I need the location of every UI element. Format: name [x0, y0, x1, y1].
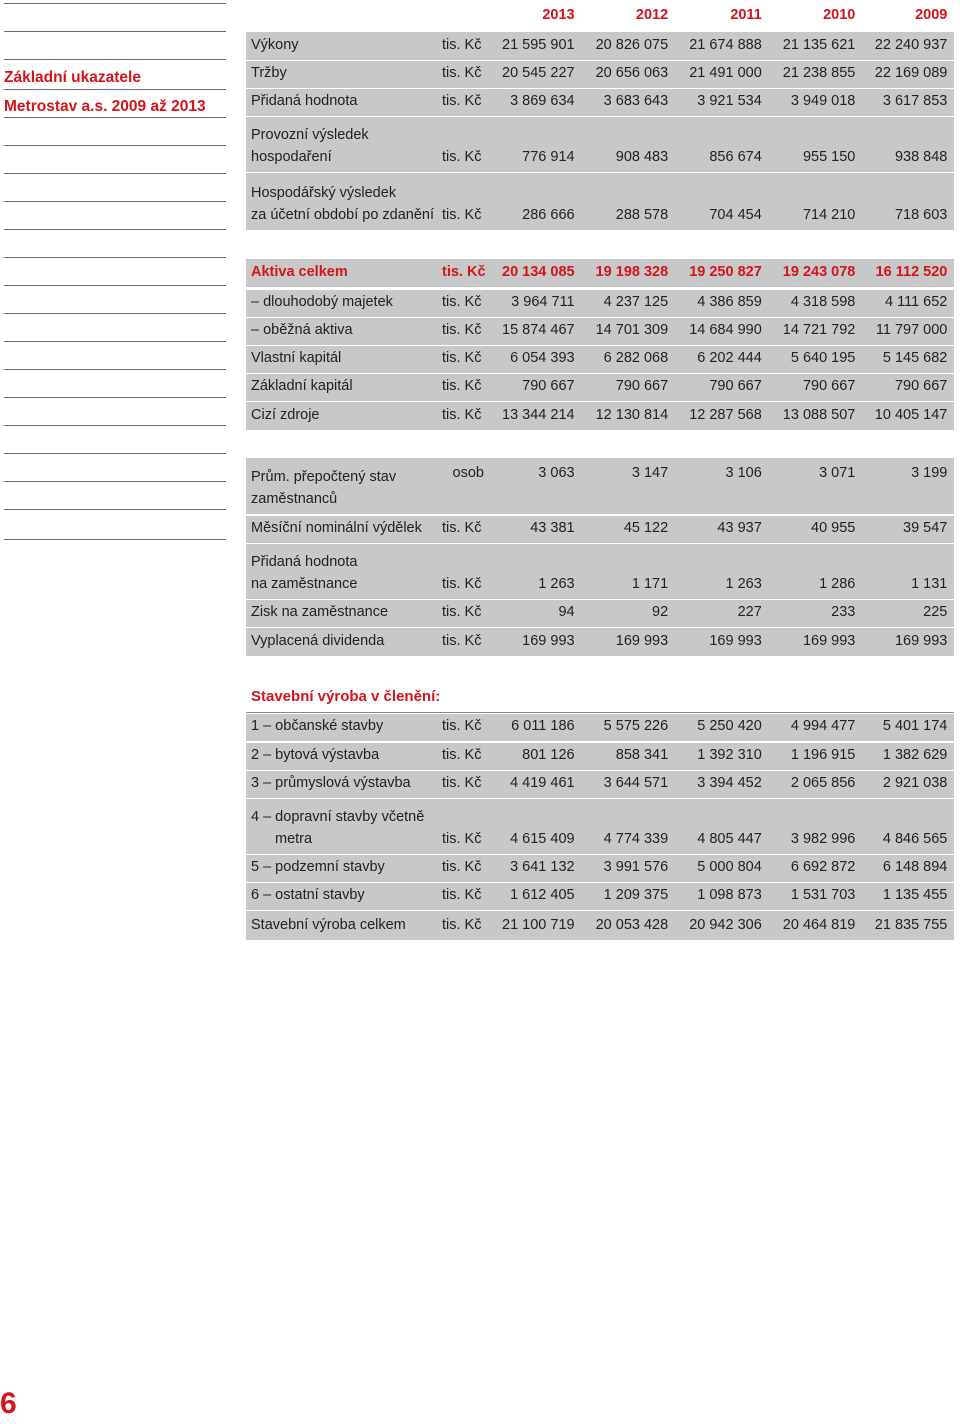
table-row: Základní kapitál tis. Kč 790 667 790 667 790 667 790 667 790 667	[246, 373, 954, 401]
rule-line	[4, 31, 226, 32]
table-row: Výkony tis. Kč 21 595 901 20 826 075 21 674 888 21 135 621 22 240 937	[246, 32, 954, 60]
rule-line	[4, 145, 226, 146]
table-row: Provozní výsledek hospodaření tis. Kč 776 914 908 483 856 674 955 150 938 848	[246, 116, 954, 172]
page-number: 6	[0, 1387, 17, 1420]
rule-line	[4, 539, 226, 540]
rule-line	[4, 369, 226, 370]
year-header-row	[246, 0, 954, 30]
rule-line	[4, 397, 226, 398]
table-row: Zisk na zaměstnance tis. Kč 94 92 227 233 225	[246, 599, 954, 627]
year-col: 2012	[635, 7, 669, 23]
table-row: – dlouhodobý majetek tis. Kč 3 964 711 4 237 125 4 386 859 4 318 598 4 111 652	[246, 289, 954, 317]
rule-line	[4, 3, 226, 4]
rule-line	[4, 59, 226, 60]
table-row: Přidaná hodnota tis. Kč 3 869 634 3 683 643 3 921 534 3 949 018 3 617 853	[246, 88, 954, 116]
table-row: Měsíční nominální výdělek tis. Kč 43 381 45 122 43 937 40 955 39 547	[246, 515, 954, 543]
table-row: Stavební výroba celkem tis. Kč 21 100 719 20 053 428 20 942 306 20 464 819 21 835 755	[246, 910, 954, 940]
table-row: Cizí zdroje tis. Kč 13 344 214 12 130 814 12 287 568 13 088 507 10 405 147	[246, 401, 954, 430]
sidebar-title-line1: Základní ukazatele	[4, 69, 141, 86]
year-col: 2011	[730, 7, 762, 23]
rule-line	[4, 257, 226, 258]
rule-line	[4, 453, 226, 454]
rule-line	[4, 173, 226, 174]
rule-line	[4, 201, 226, 202]
rule-line	[4, 425, 226, 426]
table-row: 1 – občanské stavby tis. Kč 6 011 186 5 575 226 5 250 420 4 994 477 5 401 174	[246, 714, 954, 741]
construction-section-title: Stavební výroba v členění:	[251, 688, 441, 705]
year-col: 2013	[542, 7, 575, 23]
table-row: Vyplacená dividenda tis. Kč 169 993 169 993 169 993 169 993 169 993	[246, 627, 954, 656]
rule-line	[4, 229, 226, 230]
table-row: 2 – bytová výstavba tis. Kč 801 126 858 341 1 392 310 1 196 915 1 382 629	[246, 742, 954, 770]
rule-line	[4, 481, 226, 482]
table-row: 5 – podzemní stavby tis. Kč 3 641 132 3 991 576 5 000 804 6 692 872 6 148 894	[246, 854, 954, 882]
table-row: Prům. přepočtený stav zaměstnanců osob 3 063 3 147 3 106 3 071 3 199	[246, 458, 954, 514]
table-row: – oběžná aktiva tis. Kč 15 874 467 14 701 309 14 684 990 14 721 792 11 797 000	[246, 317, 954, 345]
section-divider	[246, 712, 954, 713]
table-row: Hospodářský výsledek za účetní období po zdanění tis. Kč 286 666 288 578 704 454 714 210 718 603	[246, 172, 954, 230]
table-row: 6 – ostatní stavby tis. Kč 1 612 405 1 209 375 1 098 873 1 531 703 1 135 455	[246, 882, 954, 910]
sidebar-title	[4, 63, 226, 121]
table-row: 3 – průmyslová výstavba tis. Kč 4 419 461 3 644 571 3 394 452 2 065 856 2 921 038	[246, 770, 954, 798]
table-row: Tržby tis. Kč 20 545 227 20 656 063 21 491 000 21 238 855 22 169 089	[246, 60, 954, 88]
rule-line	[4, 313, 226, 314]
table-row: Přidaná hodnota na zaměstnance tis. Kč 1 263 1 171 1 263 1 286 1 131	[246, 543, 954, 599]
table-row: Vlastní kapitál tis. Kč 6 054 393 6 282 068 6 202 444 5 640 195 5 145 682	[246, 345, 954, 373]
sidebar-title-line2: Metrostav a.s. 2009 až 2013	[4, 98, 206, 115]
rule-line	[4, 285, 226, 286]
table-row: 4 – dopravní stavby včetně metra tis. Kč 4 615 409 4 774 339 4 805 447 3 982 996 4 846 565	[246, 798, 954, 854]
rule-line	[4, 341, 226, 342]
rule-line	[4, 509, 226, 510]
year-col: 2010	[823, 7, 856, 23]
table-row: Aktiva celkem tis. Kč 20 134 085 19 198 328 19 250 827 19 243 078 16 112 520	[246, 259, 954, 287]
year-col: 2009	[915, 7, 948, 23]
